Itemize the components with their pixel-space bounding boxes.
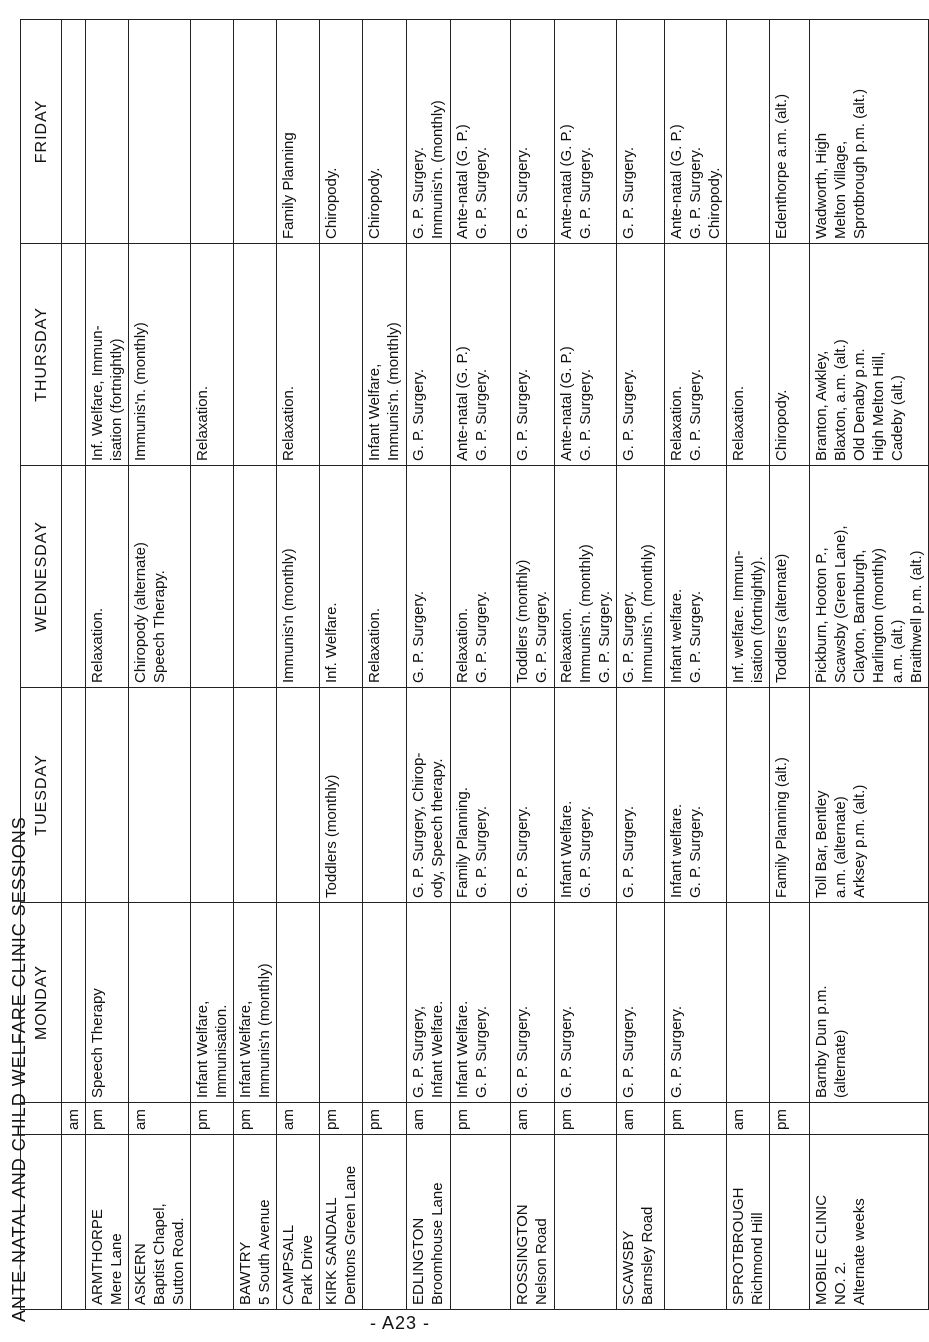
tuesday-cell: [727, 688, 770, 903]
monday-cell: G. P. Surgery.: [617, 903, 665, 1103]
tuesday-cell: Infant welfare. G. P. Surgery.: [665, 688, 727, 903]
table-row: [277, 20, 320, 1310]
monday-cell: [62, 903, 86, 1103]
tuesday-cell: [363, 688, 407, 903]
session-cell: am: [511, 1103, 555, 1135]
tuesday-cell: G. P. Surgery, Chirop- ody, Speech therapy.: [407, 688, 451, 903]
friday-cell: [129, 20, 191, 244]
monday-cell: G. P. Surgery.: [665, 903, 727, 1103]
wednesday-cell: Relaxation. Immunis'n. (monthly) G. P. Surgery.: [555, 466, 617, 688]
wednesday-cell: G. P. Surgery.: [407, 466, 451, 688]
friday-cell: Wadworth, High Melton Village, Sprotbrough p.m. (alt.): [810, 20, 929, 244]
monday-cell: Infant Welfare. G. P. Surgery.: [451, 903, 511, 1103]
tuesday-cell: Family Planning. G. P. Surgery.: [451, 688, 511, 903]
location-cell: [555, 1135, 617, 1310]
friday-cell: [86, 20, 129, 244]
session-cell: pm: [191, 1103, 234, 1135]
monday-cell: [277, 903, 320, 1103]
monday-cell: Infant Welfare, Immunisation.: [191, 903, 234, 1103]
location-cell: [62, 1135, 86, 1310]
thursday-cell: Ante-natal (G. P.) G. P. Surgery.: [555, 244, 617, 466]
thursday-cell: [320, 244, 363, 466]
location-cell: CAMPSALL Park Drive: [277, 1135, 320, 1310]
page-title: ANTE-NATAL AND CHILD WELFARE CLINIC SESSIONS: [9, 816, 29, 1322]
friday-cell: [234, 20, 277, 244]
wednesday-cell: Pickburn, Hooton P., Scawsby (Green Lane), Clayton, Barnburgh, Harlington (monthly) a.m. (alt.) Braithwell p.m. (alt.): [810, 466, 929, 688]
location-cell: [665, 1135, 727, 1310]
location-cell: [363, 1135, 407, 1310]
thursday-cell: Relaxation.: [727, 244, 770, 466]
location-cell: ASKERN Baptist Chapel, Sutton Road.: [129, 1135, 191, 1310]
table-row: [555, 20, 617, 1310]
wednesday-cell: Immunis'n (monthly): [277, 466, 320, 688]
table-row: [191, 20, 234, 1310]
location-cell: [770, 1135, 810, 1310]
friday-cell: Ante-natal (G. P.) G. P. Surgery.: [555, 20, 617, 244]
location-cell: EDLINGTON Broomhouse Lane: [407, 1135, 451, 1310]
session-cell: pm: [451, 1103, 511, 1135]
header-session: [21, 1103, 62, 1135]
session-cell: pm: [665, 1103, 727, 1135]
location-cell: SCAWSBY Barnsley Road: [617, 1135, 665, 1310]
tuesday-cell: Infant Welfare. G. P. Surgery.: [555, 688, 617, 903]
wednesday-cell: Relaxation.: [363, 466, 407, 688]
location-cell: [191, 1135, 234, 1310]
table-row: [810, 20, 929, 1310]
page-footer: - A23 -: [369, 1313, 431, 1333]
friday-cell: [62, 20, 86, 244]
thursday-cell: G. P. Surgery.: [511, 244, 555, 466]
session-cell: am: [129, 1103, 191, 1135]
table-row: [770, 20, 810, 1310]
thursday-cell: Immunis'n. (monthly): [129, 244, 191, 466]
session-cell: pm: [320, 1103, 363, 1135]
thursday-cell: Relaxation.: [277, 244, 320, 466]
wednesday-cell: Inf. welfare. Immun- isation (fortnightly).: [727, 466, 770, 688]
session-cell: am: [62, 1103, 86, 1135]
tuesday-cell: [129, 688, 191, 903]
location-cell: KIRK SANDALL Dentons Green Lane: [320, 1135, 363, 1310]
wednesday-cell: G. P. Surgery. Immunis'n. (monthly): [617, 466, 665, 688]
table-body: [62, 20, 929, 1310]
tuesday-cell: G. P. Surgery.: [511, 688, 555, 903]
monday-cell: Infant Welfare, Immunis'n (monthly): [234, 903, 277, 1103]
table-row: [129, 20, 191, 1310]
monday-cell: Barnby Dun p.m. (alternate): [810, 903, 929, 1103]
friday-cell: G. P. Surgery.: [617, 20, 665, 244]
wednesday-cell: [62, 466, 86, 688]
table-row: [234, 20, 277, 1310]
header-location: [21, 1135, 62, 1310]
monday-cell: G. P. Surgery, Infant Welfare.: [407, 903, 451, 1103]
session-cell: pm: [86, 1103, 129, 1135]
monday-cell: G. P. Surgery.: [511, 903, 555, 1103]
table-row: [511, 20, 555, 1310]
tuesday-cell: [62, 688, 86, 903]
wednesday-cell: Infant welfare. G. P. Surgery.: [665, 466, 727, 688]
location-cell: ARMTHORPE Mere Lane: [86, 1135, 129, 1310]
header-thursday: THURSDAY: [21, 244, 62, 466]
thursday-cell: Chiropody.: [770, 244, 810, 466]
tuesday-cell: [234, 688, 277, 903]
thursday-cell: Relaxation.: [191, 244, 234, 466]
wednesday-cell: Chiropody (alternate) Speech Therapy.: [129, 466, 191, 688]
location-cell: MOBILE CLINIC NO. 2. Alternate weeks: [810, 1135, 929, 1310]
table-row: [62, 20, 86, 1310]
wednesday-cell: [191, 466, 234, 688]
friday-cell: G. P. Surgery. Immunis'n. (monthly): [407, 20, 451, 244]
session-cell: pm: [770, 1103, 810, 1135]
friday-cell: Chiropody.: [363, 20, 407, 244]
tuesday-cell: Toll Bar, Bentley a.m. (alternate) Arksey p.m. (alt.): [810, 688, 929, 903]
monday-cell: [770, 903, 810, 1103]
monday-cell: Speech Therapy: [86, 903, 129, 1103]
table-row: [86, 20, 129, 1310]
thursday-cell: [62, 244, 86, 466]
location-cell: [451, 1135, 511, 1310]
wednesday-cell: Relaxation.: [86, 466, 129, 688]
table-row: [407, 20, 451, 1310]
monday-cell: [129, 903, 191, 1103]
thursday-cell: Relaxation. G. P. Surgery.: [665, 244, 727, 466]
friday-cell: Chiropody.: [320, 20, 363, 244]
tuesday-cell: [277, 688, 320, 903]
thursday-cell: Infant Welfare, Immunis'n. (monthly): [363, 244, 407, 466]
session-cell: pm: [234, 1103, 277, 1135]
session-cell: am: [727, 1103, 770, 1135]
table-row: [320, 20, 363, 1310]
thursday-cell: Branton, Awkley, Blaxton, a.m. (alt.) Old Denaby p.m. High Melton Hill, Cadeby (alt.): [810, 244, 929, 466]
thursday-cell: Ante-natal (G. P.) G. P. Surgery.: [451, 244, 511, 466]
tuesday-cell: Toddlers (monthly): [320, 688, 363, 903]
tuesday-cell: [86, 688, 129, 903]
table-row: [363, 20, 407, 1310]
friday-cell: G. P. Surgery.: [511, 20, 555, 244]
thursday-cell: Inf. Welfare, Immun- isation (fortnightly): [86, 244, 129, 466]
session-cell: am: [617, 1103, 665, 1135]
session-cell: pm: [363, 1103, 407, 1135]
location-cell: ROSSINGTON Nelson Road: [511, 1135, 555, 1310]
table-row: [617, 20, 665, 1310]
clinic-sessions-table: [20, 19, 929, 1310]
session-cell: am: [277, 1103, 320, 1135]
location-cell: BAWTRY 5 South Avenue: [234, 1135, 277, 1310]
monday-cell: [727, 903, 770, 1103]
session-cell: [810, 1103, 929, 1135]
friday-cell: [191, 20, 234, 244]
thursday-cell: G. P. Surgery.: [407, 244, 451, 466]
table-row: [727, 20, 770, 1310]
header-tuesday: TUESDAY: [21, 688, 62, 903]
session-cell: am: [407, 1103, 451, 1135]
monday-cell: [363, 903, 407, 1103]
wednesday-cell: Relaxation. G. P. Surgery.: [451, 466, 511, 688]
monday-cell: [320, 903, 363, 1103]
wednesday-cell: Toddlers (alternate): [770, 466, 810, 688]
friday-cell: Family Planning: [277, 20, 320, 244]
header-wednesday: WEDNESDAY: [21, 466, 62, 688]
tuesday-cell: Family Planning (alt.): [770, 688, 810, 903]
location-cell: SPROTBROUGH Richmond Hill: [727, 1135, 770, 1310]
wednesday-cell: Toddlers (monthly) G. P. Surgery.: [511, 466, 555, 688]
friday-cell: Edenthorpe a.m. (alt.): [770, 20, 810, 244]
tuesday-cell: G. P. Surgery.: [617, 688, 665, 903]
monday-cell: G. P. Surgery.: [555, 903, 617, 1103]
thursday-cell: G. P. Surgery.: [617, 244, 665, 466]
table-row: [665, 20, 727, 1310]
header-monday: MONDAY: [21, 903, 62, 1103]
friday-cell: Ante-natal (G. P.) G. P. Surgery.: [451, 20, 511, 244]
session-cell: pm: [555, 1103, 617, 1135]
wednesday-cell: Inf. Welfare.: [320, 466, 363, 688]
wednesday-cell: [234, 466, 277, 688]
tuesday-cell: [191, 688, 234, 903]
table-row: [451, 20, 511, 1310]
header-row: [21, 20, 62, 1310]
header-friday: FRIDAY: [21, 20, 62, 244]
friday-cell: Ante-natal (G. P.) G. P. Surgery. Chiropody.: [665, 20, 727, 244]
friday-cell: [727, 20, 770, 244]
thursday-cell: [234, 244, 277, 466]
